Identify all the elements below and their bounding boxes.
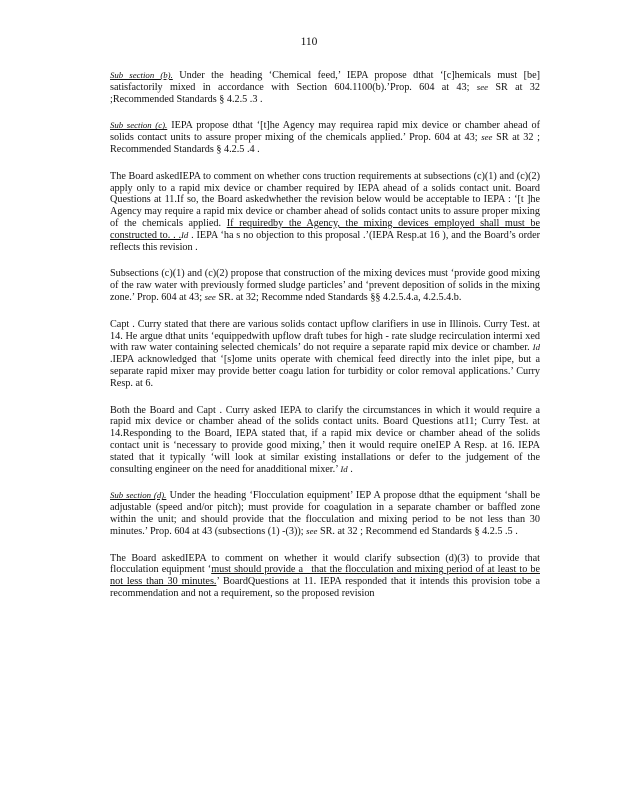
text-segment: .IEPA acknowledged that ‘[s]ome units operate with chemical feed directly into the inlet pipe, but a separate rapid mixer may provide better coagu lation for turbidity or color removal applications.’ Curry Resp. at 6. <box>110 354 540 389</box>
text-segment: ’ BoardQuestions at 11. IEPA responded that it intends this provision tobe a recommendation and not a requirement, so the proposed revision <box>110 576 540 599</box>
document-body <box>110 70 540 600</box>
text-segment: Under the heading ‘Flocculation equipment’ IEP A propose dthat the equipment ‘shall be adjustable (speed and/or pitch); must provide for coagulation in a separate chamber or baffled zone within the unit; and should provide that the flocculation and mixing period to be not less than 30 minutes.’ Prop. 604 at 43 (subsections (1) -(3)); <box>110 490 541 537</box>
text-segment: Id <box>181 229 189 240</box>
text-segment: IEPA propose dthat ‘[t]he Agency may requirea rapid mix device or chamber ahead of solids contact units to assure proper mixing of the chemicals applied.’ Prop. 604 at 43; <box>110 120 540 144</box>
text-segment: SR. at 32; Recomme nded Standards §§ 4.2.5.4.a, 4.2.5.4.b. <box>215 291 462 303</box>
text-segment: Sub section (b). <box>110 70 173 80</box>
text-segment: . <box>347 463 353 475</box>
text-segment: SR. at 32 ; Recommend ed Standards § 4.2.5 .5 . <box>317 525 518 537</box>
text-segment: SR at 32 ;Recommended Standards § 4.2.5 .3 . <box>110 81 540 105</box>
text-segment: If requiredby the Agency, the mixing devices employed shall must be constructed to. . . <box>110 217 540 241</box>
paragraph-p5 <box>110 319 540 390</box>
page-number: 110 <box>300 36 318 48</box>
paragraph-p8 <box>110 553 540 600</box>
paragraph-p6 <box>110 405 540 476</box>
paragraph-p2 <box>110 120 540 155</box>
text-segment: Sub section (c). <box>110 120 168 131</box>
text-segment: see <box>481 132 493 143</box>
paragraph-p7 <box>110 490 540 537</box>
text-segment: SR at 32 ; Recommended Standards § 4.2.5 .4 . <box>110 132 540 155</box>
text-segment: Id <box>340 463 348 474</box>
text-segment: Id <box>532 342 540 353</box>
text-segment: The Board askedIEPA to comment on whether it would clarify subsection (d)(3) to provide that flocculation equipment ‘ <box>110 552 540 576</box>
text-segment: . IEPA ‘ha s no objection to this proposal .’(IEPA Resp.at 16 ), and the Board’s order reflects this revision . <box>110 229 540 253</box>
text-segment: Sub section (d). <box>110 490 167 501</box>
text-segment: see <box>306 525 318 536</box>
text-segment: see <box>476 81 489 92</box>
paragraph-p3 <box>110 171 540 254</box>
text-segment: The Board askedIEPA to comment on whether cons truction requirements at subsections (c)(1) and (c)(2) apply only to a rapid mix device or chamber required by IEPA ahead of a solids contact unit. Board Questions at 11.If so, the Board askedwhether the revision below would be acceptable to IEPA : ‘[t ]he Agency may require a rapid mix device or chamber ahead of solids contact units to assure proper mixing of the chemicals applied. <box>110 170 540 229</box>
text-segment: Under the heading ‘Chemical feed,’ IEPA propose dthat ‘[c]hemicals must [be] satisfactorily mixed in accordance with Section 604.1100(b).’Prop. 604 at 43; <box>110 70 541 93</box>
text-segment: must should provide a _that the flocculation and mixing period of at least to be not less than 30 minutes. <box>110 564 540 588</box>
paragraph-p1 <box>110 70 540 105</box>
text-segment: Subsections (c)(1) and (c)(2) propose that construction of the mixing devices must ‘provide good mixing of the raw water with previously formed sludge particles’ and ‘prevent deposition of solids in the mixing zone.’ Prop. 604 at 43; <box>110 268 540 303</box>
text-segment: Both the Board and Capt . Curry asked IEPA to clarify the circumstances in which it would require a rapid mix device or chamber ahead of the solids contact units. Board Questions at11; Curry Test. at 14.Responding to the Board, IEPA stated that, if a rapid mix device or chamber ahead of the solids contact unit is ‘necessary to provide good mixing,’ then it would require oneIEP A Resp. at 16. IEPA stated that it typically ‘will look at similar existing installations or defer to the judgement of the consulting engineer on the need for anadditional mixer.’ <box>110 404 540 475</box>
text-segment: Capt . Curry stated that there are various solids contact upflow clarifiers in use in Illinois. Curry Test. at 14. He argue dthat units ‘equippedwith upflow draft tubes for high - rate sludge recirculation intermi xed with raw water containing selected chemicals’ do not require a separate rapid mix device or chamber. <box>110 318 540 354</box>
paragraph-p4 <box>110 268 540 303</box>
text-segment: see <box>204 291 216 302</box>
